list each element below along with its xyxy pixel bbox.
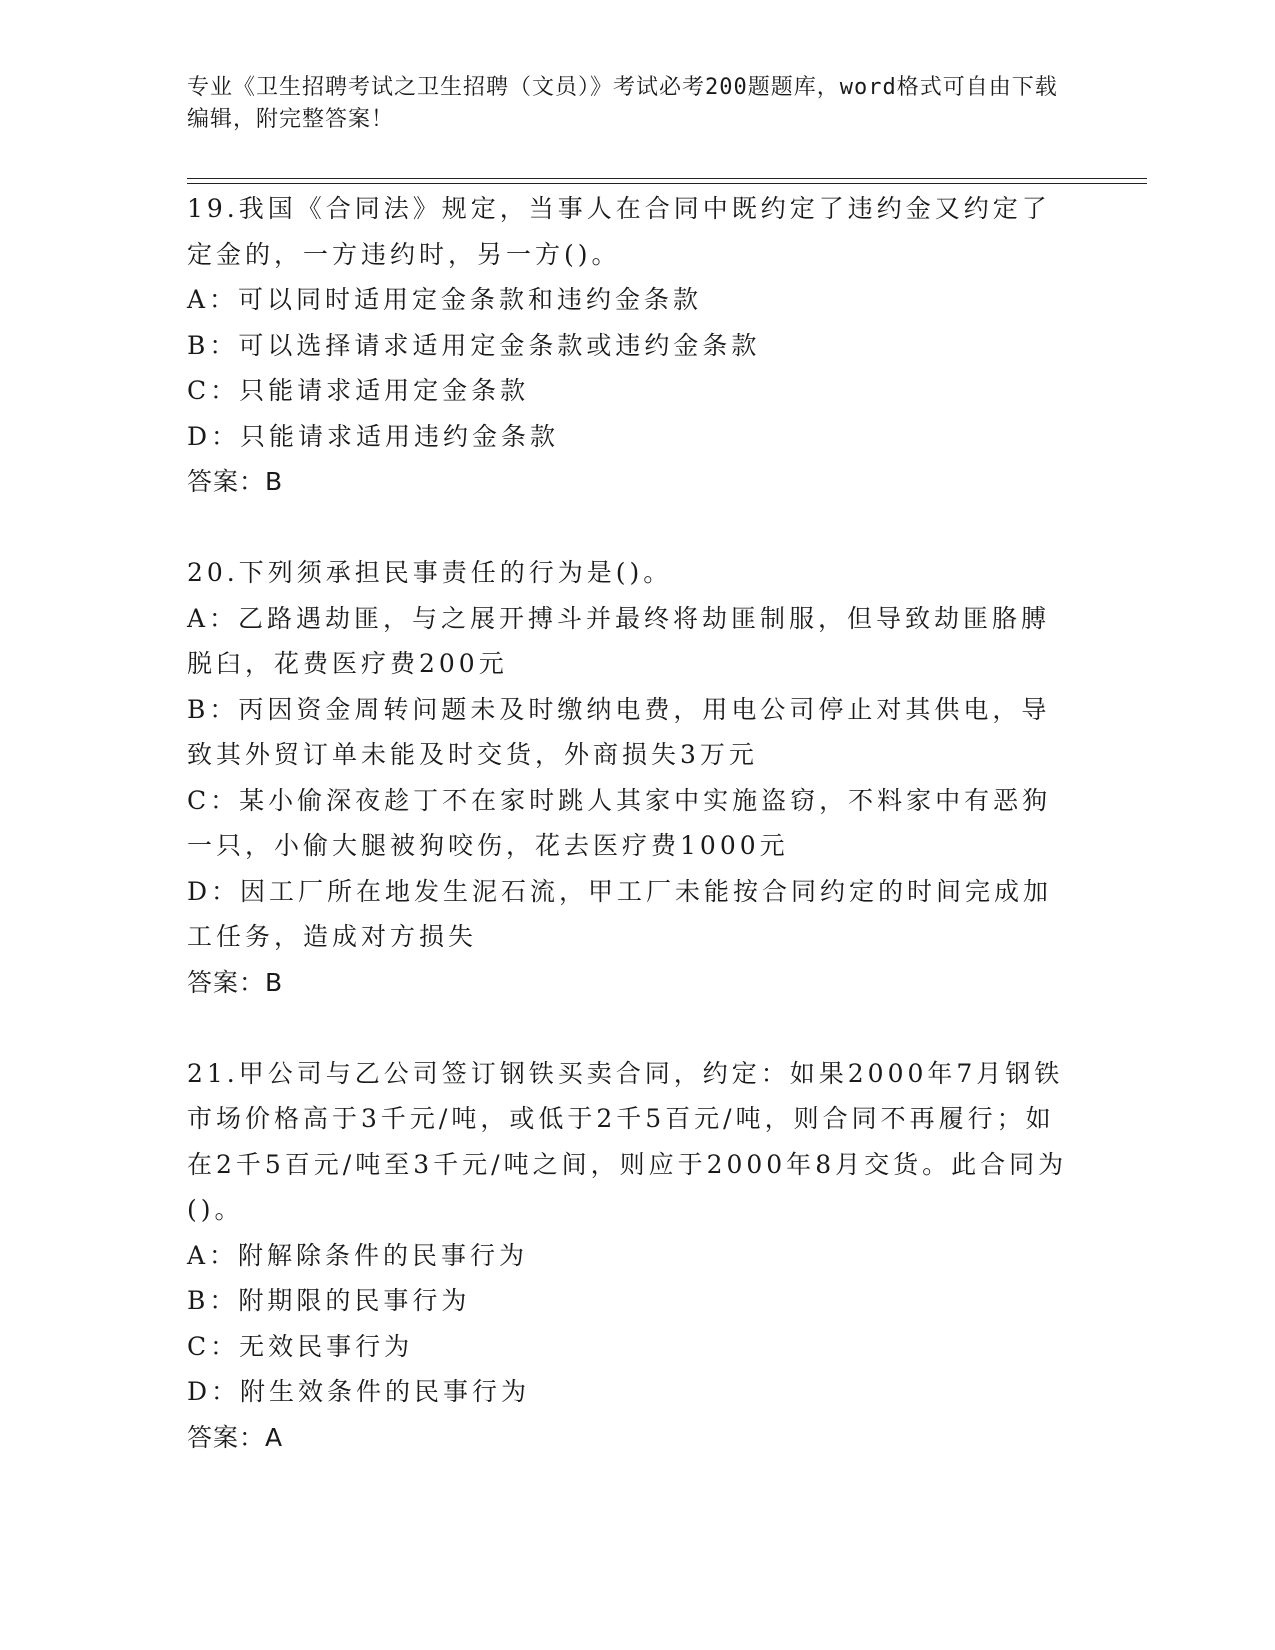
question-stem: 下列须承担民事责任的行为是()。	[238, 558, 673, 587]
option-d: D：只能请求适用违约金条款	[187, 421, 560, 451]
question-number: 19.	[187, 194, 239, 223]
option-c: C：无效民事行为	[187, 1331, 414, 1361]
option-b: B：附期限的民事行为	[187, 1286, 471, 1315]
option-b: B：可以选择请求适用定金条款或违约金条款	[187, 330, 761, 360]
header-intro-text: 专业《卫生招聘考试之卫生招聘（文员）》考试必考200题题库，word格式可自由下载编辑，附完整答案！	[187, 75, 1058, 132]
question-number: 21.	[187, 1058, 239, 1088]
header-divider-bottom	[187, 183, 1147, 184]
question-spacer	[187, 505, 1077, 551]
answer-line: 答案：A	[187, 1422, 284, 1452]
question-text	[187, 186, 1077, 277]
option-d: D：因工厂所在地发生泥石流，甲工厂未能按合同约定的时间完成加工任务，造成对方损失	[187, 876, 1053, 951]
option-b: B：丙因资金周转问题未及时缴纳电费，用电公司停止对其供电，导致其外贸订单未能及时交货，外商损失3万元	[187, 694, 1051, 769]
question-number: 20.	[187, 558, 239, 587]
answer-line: 答案：B	[187, 467, 284, 496]
question-stem: 我国《合同法》规定，当事人在合同中既约定了违约金又约定了定金的，一方违约时，另一方()。	[187, 194, 1051, 269]
option-c: C：只能请求适用定金条款	[187, 376, 530, 405]
question-text	[187, 550, 1077, 596]
question-19	[187, 186, 1077, 505]
question-spacer	[187, 1005, 1077, 1051]
question-text	[187, 1051, 1077, 1233]
option-c: C：某小偷深夜趁丁不在家时跳人其家中实施盗窃，不料家中有恶狗一只，小偷大腿被狗咬伤，花去医疗费1000元	[187, 785, 1052, 860]
header-divider-top	[187, 178, 1147, 179]
question-stem: 甲公司与乙公司签订钢铁买卖合同，约定：如果2000年7月钢铁市场价格高于3千元/吨，或低于2千5百元/吨，则合同不再履行；如在2千5百元/吨至3千元/吨之间，则应于2000年8月交货。此合同为()。	[187, 1058, 1068, 1224]
option-d: D：附生效条件的民事行为	[187, 1377, 531, 1406]
option-a: A：可以同时适用定金条款和违约金条款	[187, 285, 703, 314]
document-header	[187, 72, 1077, 136]
option-a: A：附解除条件的民事行为	[187, 1240, 529, 1270]
option-a: A：乙路遇劫匪，与之展开搏斗并最终将劫匪制服，但导致劫匪胳膊脱臼，花费医疗费200元	[187, 603, 1051, 678]
question-21	[187, 1051, 1077, 1461]
answer-line: 答案：B	[187, 967, 284, 997]
question-list	[187, 186, 1077, 1460]
question-20	[187, 550, 1077, 1005]
